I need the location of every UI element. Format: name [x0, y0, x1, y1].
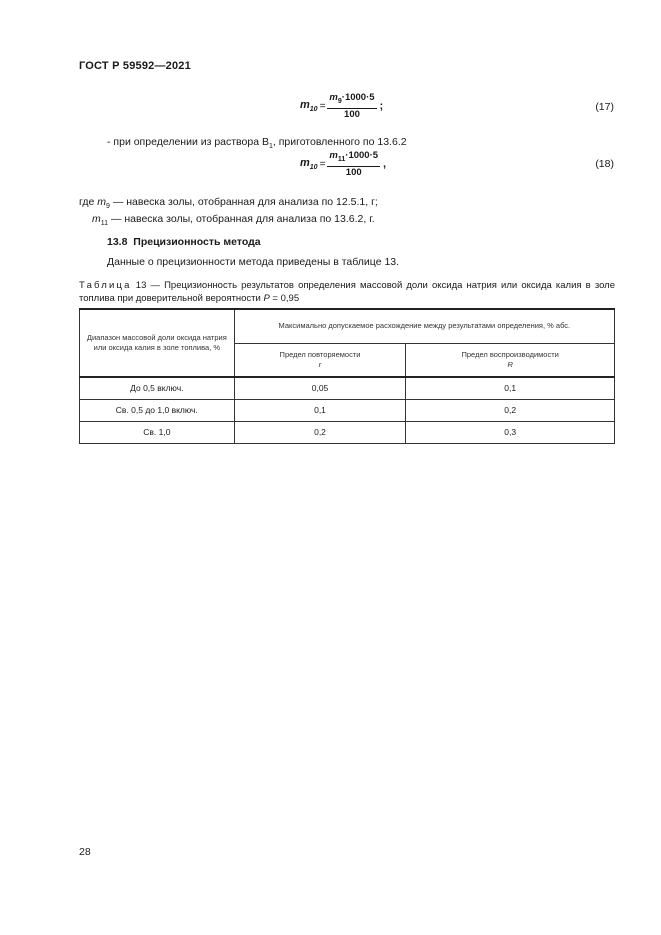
formula-lhs: $m_{10}$ [300, 99, 318, 114]
precision-table [79, 308, 615, 444]
cell-R: 0,2 [406, 399, 615, 421]
cell-r: 0,1 [234, 399, 406, 421]
formula-lhs: $m_{10}$ [300, 157, 318, 172]
cell-R: 0,3 [406, 421, 615, 443]
equals-sign: = [319, 158, 326, 170]
equals-sign: = [319, 100, 326, 112]
cell-R: 0,1 [406, 377, 615, 399]
denominator: 100 [345, 166, 362, 178]
bullet-text: - при определении из раствора $В_1$, приготовленного по 13.6.2 [107, 136, 407, 151]
cell-range: До 0,5 включ. [80, 377, 235, 399]
table-caption: Таблица 13 — Прецизионность результатов определения массовой доли оксида натрия или оксида калия в золе топлива при доверительной вероятности P = 0,95 [79, 280, 615, 304]
table-row [80, 399, 615, 421]
group-header: Максимально допускаемое расхождение между результатами определения, % абс. [234, 309, 614, 343]
cell-r: 0,2 [234, 421, 406, 443]
where-line-1: где $m_9$ — навеска золы, отобранная для анализа по 12.5.1, г; [79, 196, 378, 211]
cell-range: Св. 1,0 [80, 421, 235, 443]
col-header-reproducibility: Предел воспроизводимости R [406, 343, 615, 377]
section-heading: 13.8 Прецизионность метода [107, 236, 261, 248]
cell-range: Св. 0,5 до 1,0 включ. [80, 399, 235, 421]
denominator: 100 [344, 108, 360, 120]
table-row [80, 421, 615, 443]
formula-18: $m_{10}$ = $\frac{m_{11}\cdot 1000\cdot 5}{100}$ , [300, 150, 387, 178]
col-header-repeatability: Предел повторяемости r [234, 343, 406, 377]
cell-r: 0,05 [234, 377, 406, 399]
numerator: $m_9\cdot 1000\cdot 5$ [327, 92, 376, 109]
where-line-2: $m_{11}$ — навеска золы, отобранная для анализа по 13.6.2, г. [92, 213, 375, 228]
equation-number-18: (18) [595, 158, 614, 170]
fraction [327, 150, 380, 179]
col-header-range: Диапазон массовой доли оксида натрия или оксида калия в золе топлива, % [80, 309, 235, 377]
equation-number-17: (17) [595, 101, 614, 113]
intro-paragraph: Данные о прецизионности метода приведены в таблице 13. [107, 256, 400, 268]
table-row [80, 377, 615, 399]
page-number: 28 [79, 846, 91, 858]
document-code: ГОСТ Р 59592—2021 [79, 60, 191, 72]
fraction [327, 92, 376, 121]
formula-17: $m_{10}$ = $\frac{m_9\cdot 1000\cdot 5}{100}$ ; [300, 92, 384, 120]
numerator: $m_{11}\cdot 1000\cdot 5$ [327, 150, 380, 167]
